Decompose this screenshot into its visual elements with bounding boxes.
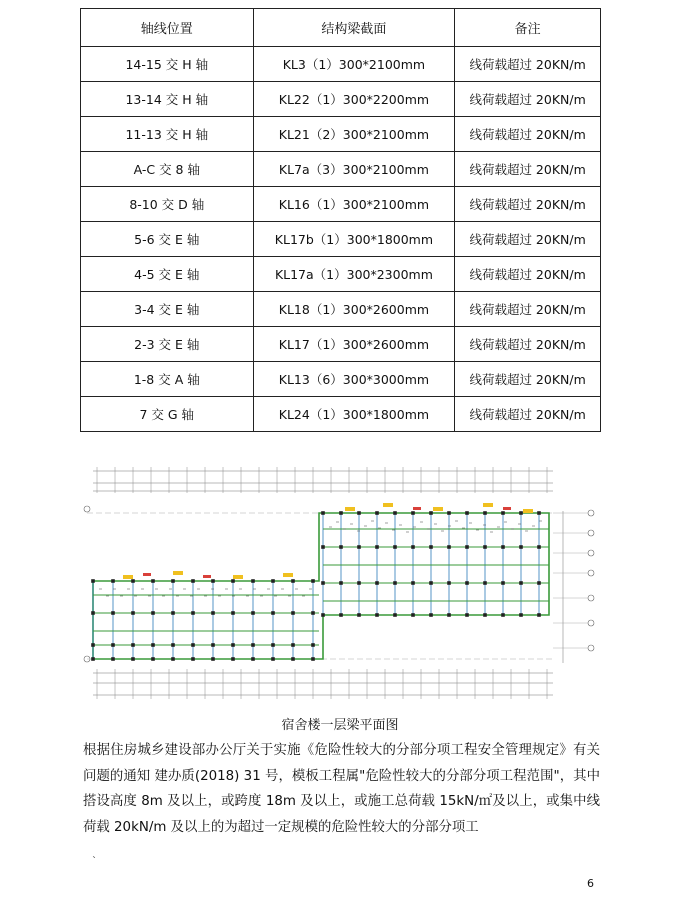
column [231,579,235,583]
column [321,613,325,617]
cell-beam-section: KL18（1）300*2600mm [253,292,455,327]
column [191,611,195,615]
cell-beam-section: KL17a（1）300*2300mm [253,257,455,292]
column [501,511,505,515]
cell-beam-section: KL16（1）300*2100mm [253,187,455,222]
column [151,579,155,583]
column [131,611,135,615]
highlight-tag [503,507,511,510]
column [191,643,195,647]
column [211,579,215,583]
axis-bubble [588,645,594,651]
column [111,643,115,647]
cell-beam-section: KL24（1）300*1800mm [253,397,455,432]
column [291,611,295,615]
column [251,579,255,583]
cell-beam-section: KL17（1）300*2600mm [253,327,455,362]
highlight-tag [283,573,293,577]
column [231,657,235,661]
column [483,545,487,549]
cell-remark: 线荷载超过 20KN/m [455,327,601,362]
axis-bubble [84,506,90,512]
column [447,613,451,617]
table-row [81,362,601,397]
axis-bubble [588,620,594,626]
cell-axis-position: 5-6 交 E 轴 [81,222,254,257]
table-row [81,152,601,187]
column [537,511,541,515]
body-paragraph: 根据住房城乡建设部办公厅关于实施《危险性较大的分部分项工程安全管理规定》有关问题的通知 建办质(2018) 31 号，模板工程属"危险性较大的分部分项工程范围"，其中搭设高度 8m 及以上，或跨度 18m 及以上，或施工总荷载 15kN/㎡及以上，或集中线荷载 20kN/m 及以上的为超过一定规模的危险性较大的分部分项工 [83,743,600,835]
column [111,657,115,661]
cell-axis-position: 7 交 G 轴 [81,397,254,432]
column [429,545,433,549]
column [211,611,215,615]
column [151,611,155,615]
cell-axis-position: 3-4 交 E 轴 [81,292,254,327]
cell-remark: 线荷载超过 20KN/m [455,82,601,117]
column [311,611,315,615]
column [537,613,541,617]
column [91,579,95,583]
column [231,643,235,647]
cell-remark: 线荷载超过 20KN/m [455,47,601,82]
table-header-row [81,9,601,47]
cell-beam-section: KL22（1）300*2200mm [253,82,455,117]
column [291,643,295,647]
column [339,613,343,617]
header-remark: 备注 [455,9,601,47]
cell-beam-section: KL17b（1）300*1800mm [253,222,455,257]
highlight-tag [123,575,133,579]
page-number: 6 [587,877,594,890]
column [171,657,175,661]
column [271,657,275,661]
column [251,643,255,647]
cell-remark: 线荷载超过 20KN/m [455,187,601,222]
axis-bubble [588,550,594,556]
column [191,579,195,583]
column [311,657,315,661]
column [501,545,505,549]
column [271,611,275,615]
column [231,611,235,615]
cell-axis-position: 2-3 交 E 轴 [81,327,254,362]
plan-content [84,467,594,699]
axis-bubble [588,595,594,601]
column [131,579,135,583]
column [111,611,115,615]
highlight-tag [433,507,443,511]
column [465,511,469,515]
cell-axis-position: 8-10 交 D 轴 [81,187,254,222]
column [357,545,361,549]
column [211,643,215,647]
column [211,657,215,661]
column [357,613,361,617]
column [447,545,451,549]
cell-remark: 线荷载超过 20KN/m [455,257,601,292]
header-axis-position: 轴线位置 [81,9,254,47]
column [91,611,95,615]
header-beam-section: 结构梁截面 [253,9,455,47]
column [501,613,505,617]
column [271,579,275,583]
table-row [81,82,601,117]
column [171,643,175,647]
column [311,579,315,583]
cell-beam-section: KL3（1）300*2100mm [253,47,455,82]
building-outline [93,513,549,659]
column [537,581,541,585]
column [321,511,325,515]
beam-table [80,8,601,432]
column [151,657,155,661]
highlight-tag [233,575,243,579]
column [131,657,135,661]
column [483,613,487,617]
table-body [81,47,601,432]
column [429,511,433,515]
column [519,581,523,585]
cell-axis-position: 14-15 交 H 轴 [81,47,254,82]
column [411,581,415,585]
column [501,581,505,585]
cell-remark: 线荷载超过 20KN/m [455,117,601,152]
column [339,581,343,585]
column [447,511,451,515]
highlight-tag [483,503,493,507]
column [447,581,451,585]
cell-remark: 线荷载超过 20KN/m [455,222,601,257]
cell-axis-position: A-C 交 8 轴 [81,152,254,187]
column [483,581,487,585]
column [411,613,415,617]
table-row [81,117,601,152]
column [537,545,541,549]
column [357,581,361,585]
column [251,611,255,615]
column [393,545,397,549]
table-row [81,222,601,257]
floor-beam-plan-drawing [83,463,603,703]
highlight-tag [383,503,393,507]
column [375,511,379,515]
column [91,643,95,647]
column [291,657,295,661]
column [191,657,195,661]
column [393,581,397,585]
column [251,657,255,661]
column [393,613,397,617]
cell-axis-position: 4-5 交 E 轴 [81,257,254,292]
cell-remark: 线荷载超过 20KN/m [455,362,601,397]
column [519,613,523,617]
column [339,511,343,515]
cell-remark: 线荷载超过 20KN/m [455,397,601,432]
column [519,545,523,549]
column [111,579,115,583]
highlight-tag [143,573,151,576]
cell-remark: 线荷载超过 20KN/m [455,292,601,327]
highlight-tag [203,575,211,578]
table-row [81,327,601,362]
cell-remark: 线荷载超过 20KN/m [455,152,601,187]
cell-beam-section: KL7a（3）300*2100mm [253,152,455,187]
column [171,611,175,615]
column [375,581,379,585]
column [375,613,379,617]
column [171,579,175,583]
column [393,511,397,515]
column [271,643,275,647]
cell-axis-position: 11-13 交 H 轴 [81,117,254,152]
highlight-tag [173,571,183,575]
table-row [81,187,601,222]
table-row [81,257,601,292]
column [411,511,415,515]
column [131,643,135,647]
column [291,579,295,583]
column [311,643,315,647]
highlight-tag [413,507,421,510]
column [375,545,379,549]
axis-bubble [588,510,594,516]
axis-bubble [588,570,594,576]
column [151,643,155,647]
table-row [81,47,601,82]
column [519,511,523,515]
column [465,545,469,549]
cell-axis-position: 13-14 交 H 轴 [81,82,254,117]
table-row [81,292,601,327]
table-row [81,397,601,432]
column [411,545,415,549]
cell-beam-section: KL13（6）300*3000mm [253,362,455,397]
column [339,545,343,549]
column [357,511,361,515]
column [465,613,469,617]
figure-caption: 宿舍楼一层梁平面图 [281,718,399,733]
column [321,545,325,549]
cell-axis-position: 1-8 交 A 轴 [81,362,254,397]
highlight-tag [345,507,355,511]
highlight-tag [523,509,533,513]
column [429,581,433,585]
stray-mark: ` [92,856,97,867]
column [465,581,469,585]
axis-bubble [588,530,594,536]
cell-beam-section: KL21（2）300*2100mm [253,117,455,152]
column [483,511,487,515]
column [91,657,95,661]
column [321,581,325,585]
column [429,613,433,617]
